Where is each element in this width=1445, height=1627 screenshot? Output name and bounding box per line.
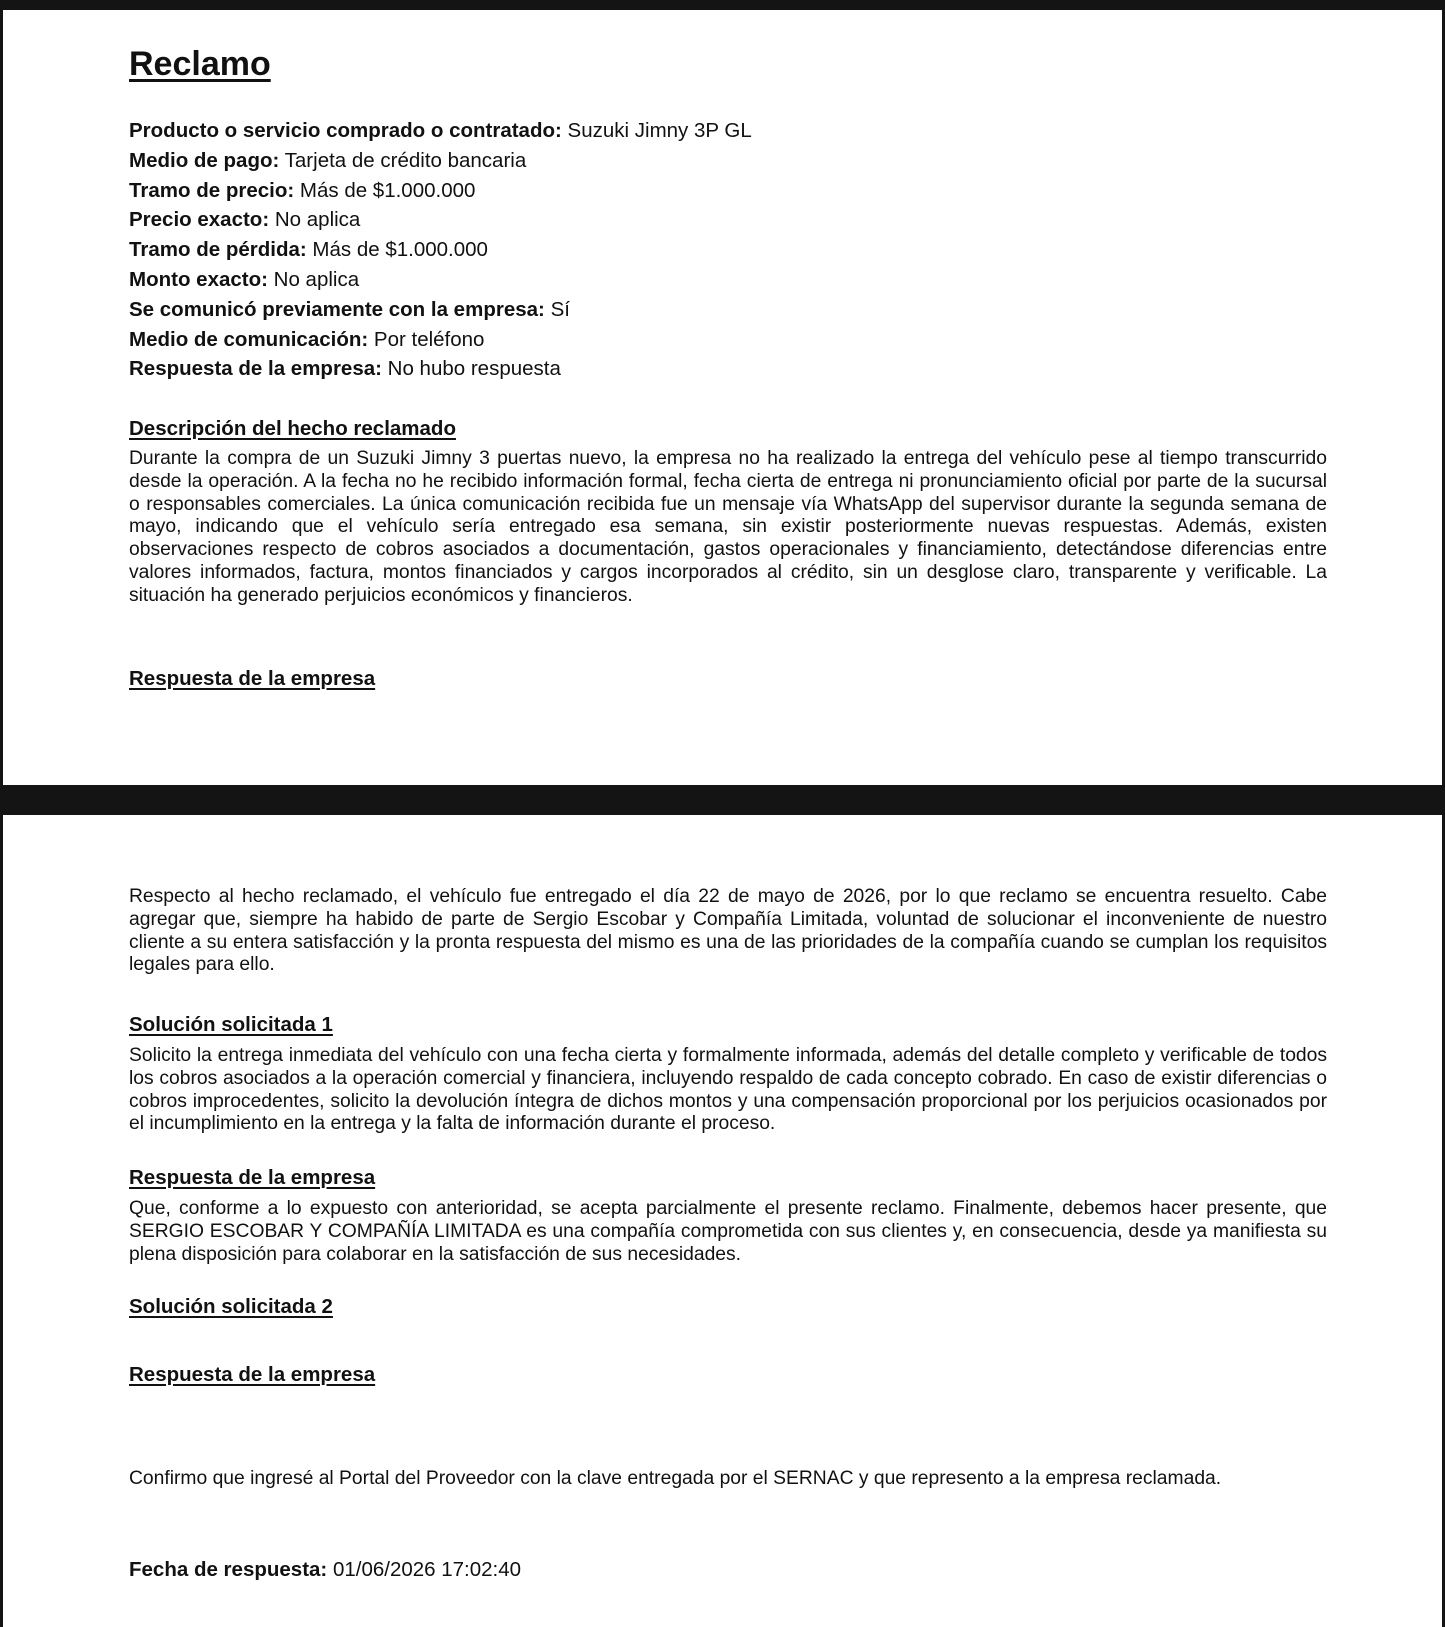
solucion1-heading: Solución solicitada 1 <box>129 1013 333 1036</box>
field-value: Tarjeta de crédito bancaria <box>284 148 527 172</box>
field-label: Producto o servicio comprado o contratado: <box>129 119 562 142</box>
field-label: Medio de pago: <box>129 148 280 172</box>
respuesta-solucion1-heading: Respuesta de la empresa <box>129 1166 376 1189</box>
respuesta-descripcion-text: Respecto al hecho reclamado, el vehículo fue entregado el día 22 de mayo de 2026, por lo que reclamo se encuentra resuelto. Cabe agregar que, siempre ha habido de parte de Sergio Escobar y Compañía Limitada, voluntad de solucionar el inconveniente de nuestro cliente a su entera satisfacción y la pronta respuesta del mismo es una de las prioridades de la compañía cuando se cumplan los requisitos legales para ello. <box>129 886 1327 976</box>
field-tramo-perdida <box>129 235 1327 265</box>
field-value: Más de $1.000.000 <box>299 178 476 202</box>
field-value: Más de $1.000.000 <box>312 238 488 262</box>
document-page-2 <box>3 815 1442 1627</box>
confirmacion-text: Confirmo que ingresé al Portal del Proveedor con la clave entregada por el SERNAC y que represento a la empresa reclamada. <box>129 1468 1222 1489</box>
field-label: Precio exacto: <box>129 208 270 232</box>
field-label: Monto exacto: <box>129 267 268 291</box>
field-value: No aplica <box>274 208 361 232</box>
field-label: Se comunicó previamente con la empresa: <box>129 297 545 321</box>
respuesta-solucion2-heading: Respuesta de la empresa <box>129 1363 376 1386</box>
descripcion-text: Durante la compra de un Suzuki Jimny 3 puertas nuevo, la empresa no ha realizado la entrega del vehículo pese al tiempo transcurrido desde la operación. A la fecha no he recibido información formal, fecha cierta de entrega ni pronunciamiento oficial por parte de la sucursal o responsables comerciales. La única comunicación recibida fue un mensaje vía WhatsApp del supervisor durante la segunda semana de mayo, indicando que el vehículo sería entregado esa semana, sin existir posteriormente nuevas respuestas. Además, existen observaciones respecto de cobros asociados a documentación, gastos operacionales y financiamiento, detectándose diferencias entre valores informados, factura, montos financiados y cargos incorporados al crédito, sin un desglose claro, transparente y verificable. La situación ha generado perjuicios económicos y financieros. <box>129 448 1327 606</box>
field-tramo-precio <box>129 176 1327 206</box>
field-label: Respuesta de la empresa: <box>129 357 382 381</box>
claim-fields <box>129 116 1327 384</box>
field-label: Medio de comunicación: <box>129 327 369 351</box>
field-precio-exacto <box>129 205 1327 235</box>
document-page-1 <box>3 10 1442 785</box>
field-value: No hubo respuesta <box>387 357 561 381</box>
field-value: Por teléfono <box>373 327 485 351</box>
field-value: Suzuki Jimny 3P GL <box>567 119 752 142</box>
field-producto <box>129 116 1327 146</box>
field-value: No aplica <box>273 267 360 291</box>
fecha-respuesta-label: Fecha de respuesta: <box>129 1558 328 1581</box>
field-comunico-previamente <box>129 295 1327 325</box>
fecha-respuesta <box>129 1558 521 1582</box>
document-title: Reclamo <box>129 45 271 83</box>
field-label: Tramo de pérdida: <box>129 238 307 262</box>
solucion2-heading: Solución solicitada 2 <box>129 1295 333 1318</box>
field-medio-comunicacion <box>129 325 1327 355</box>
field-label: Tramo de precio: <box>129 178 295 202</box>
respuesta-descripcion-heading: Respuesta de la empresa <box>129 667 376 690</box>
descripcion-heading: Descripción del hecho reclamado <box>129 417 456 440</box>
field-respuesta-empresa <box>129 354 1327 384</box>
respuesta-solucion1-text: Que, conforme a lo expuesto con anterioridad, se acepta parcialmente el presente reclamo. Finalmente, debemos hacer presente, que SERGIO ESCOBAR Y COMPAÑÍA LIMITADA es una compañía comprometida con sus clientes y, en consecuencia, desde ya manifiesta su plena disposición para colaborar en la satisfacción de sus necesidades. <box>129 1198 1327 1265</box>
solucion1-text: Solicito la entrega inmediata del vehículo con una fecha cierta y formalmente informada, además del detalle completo y verificable de todos los cobros asociados a la operación comercial y financiera, incluyendo respaldo de cada concepto cobrado. En caso de existir diferencias o cobros improcedentes, solicito la devolución íntegra de dichos montos y una compensación proporcional por los perjuicios ocasionados por el incumplimiento en la entrega y la falta de información durante el proceso. <box>129 1045 1327 1135</box>
field-medio-pago <box>129 146 1327 176</box>
field-value: Sí <box>550 297 570 321</box>
fecha-respuesta-value: 01/06/2026 17:02:40 <box>332 1558 522 1581</box>
field-monto-exacto <box>129 265 1327 295</box>
